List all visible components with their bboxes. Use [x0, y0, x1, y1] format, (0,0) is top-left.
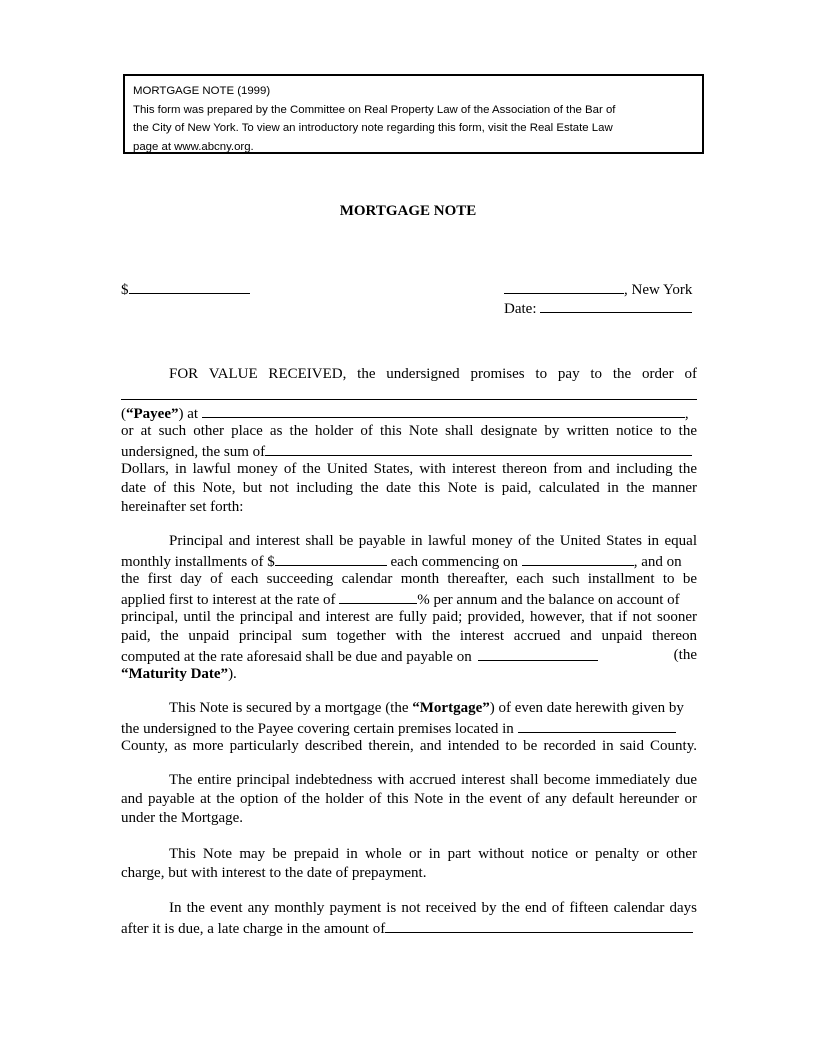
para2-line8: “Maturity Date”). — [121, 666, 237, 682]
late-charge-blank[interactable] — [385, 918, 693, 933]
para3-line1: This Note is secured by a mortgage (the “Mortgage”) of even date herewith given by — [169, 700, 684, 716]
para2-line6: paid, the unpaid principal sum together with the interest accrued and unpaid thereon — [121, 628, 697, 644]
para1-line6: date of this Note, but not including the date this Note is paid, calculated in the manner — [121, 480, 697, 496]
notice-line-3: the City of New York. To view an introductory note regarding this form, visit the Real Estate Law — [133, 122, 613, 134]
document-title: MORTGAGE NOTE — [339, 203, 477, 219]
para2-line2: monthly installments of $ each commencing on , and on — [121, 551, 697, 572]
para2-line1: Principal and interest shall be payable in lawful money of the United States in equal — [169, 533, 697, 549]
date-label: Date: — [504, 301, 537, 317]
interest-rate-blank[interactable] — [339, 589, 417, 604]
mortgage-defined-term: “Mortgage” — [412, 700, 490, 716]
para1-line2: (“Payee”) at , — [121, 403, 697, 424]
payee-defined-term: “Payee” — [126, 406, 179, 422]
new-york-label: , New York — [624, 282, 693, 298]
para1-line3: or at such other place as the holder of this Note shall designate by written notice to the — [121, 423, 697, 439]
notice-line-1: MORTGAGE NOTE (1999) — [133, 85, 271, 97]
para3-line2: the undersigned to the Payee covering certain premises located in — [121, 718, 697, 739]
maturity-date-defined-term: “Maturity Date” — [121, 666, 229, 682]
date-blank[interactable] — [540, 298, 692, 313]
city-blank[interactable] — [504, 279, 624, 294]
notice-line-2: This form was prepared by the Committee on Real Property Law of the Association of the Bar of — [133, 103, 616, 116]
para2-line4: applied first to interest at the rate of % per annum and the balance on account of — [121, 589, 697, 610]
dollar-sign: $ — [121, 282, 129, 298]
para1-line5: Dollars, in lawful money of the United States, with interest thereon from and including the — [121, 461, 697, 477]
payee-name-blank[interactable] — [121, 399, 697, 400]
location-field-row — [504, 279, 692, 300]
para5-line1: This Note may be prepaid in whole or in part without notice or penalty or other — [169, 846, 697, 862]
form-notice-box — [123, 74, 704, 154]
amount-field-row — [121, 279, 250, 300]
maturity-date-blank[interactable] — [478, 646, 598, 661]
para4-line1: The entire principal indebtedness with accrued interest shall become immediately due — [169, 772, 697, 788]
county-blank[interactable] — [518, 718, 676, 733]
para2-line5: principal, until the principal and interest are fully paid; provided, however, that if not sooner — [121, 609, 697, 625]
para4-line2: and payable at the option of the holder of this Note in the event of any default hereunder or — [121, 791, 697, 807]
para2-line7: computed at the rate aforesaid shall be due and payable on (the — [121, 647, 697, 665]
installment-amount-blank[interactable] — [275, 551, 387, 566]
commencement-date-blank[interactable] — [522, 551, 634, 566]
para1-line7: hereinafter set forth: — [121, 499, 244, 515]
para6-line1: In the event any monthly payment is not received by the end of fifteen calendar days — [169, 900, 697, 916]
sum-words-blank[interactable] — [265, 441, 692, 456]
date-field-row — [504, 298, 692, 319]
notice-line-4: page at www.abcny.org. — [133, 140, 254, 153]
para3-line3: County, as more particularly described therein, and intended to be recorded in said County. — [121, 738, 697, 754]
amount-blank[interactable] — [129, 279, 250, 294]
para6-line2: after it is due, a late charge in the amount of — [121, 918, 697, 939]
para2-line3: the first day of each succeeding calendar month thereafter, each such installment to be — [121, 571, 697, 587]
para1-line4: undersigned, the sum of — [121, 441, 697, 462]
para5-line2: charge, but with interest to the date of prepayment. — [121, 865, 427, 881]
payee-address-blank[interactable] — [202, 403, 685, 418]
para1-line1: FOR VALUE RECEIVED, the undersigned promises to pay to the order of — [169, 366, 697, 382]
para4-line3: under the Mortgage. — [121, 810, 244, 826]
